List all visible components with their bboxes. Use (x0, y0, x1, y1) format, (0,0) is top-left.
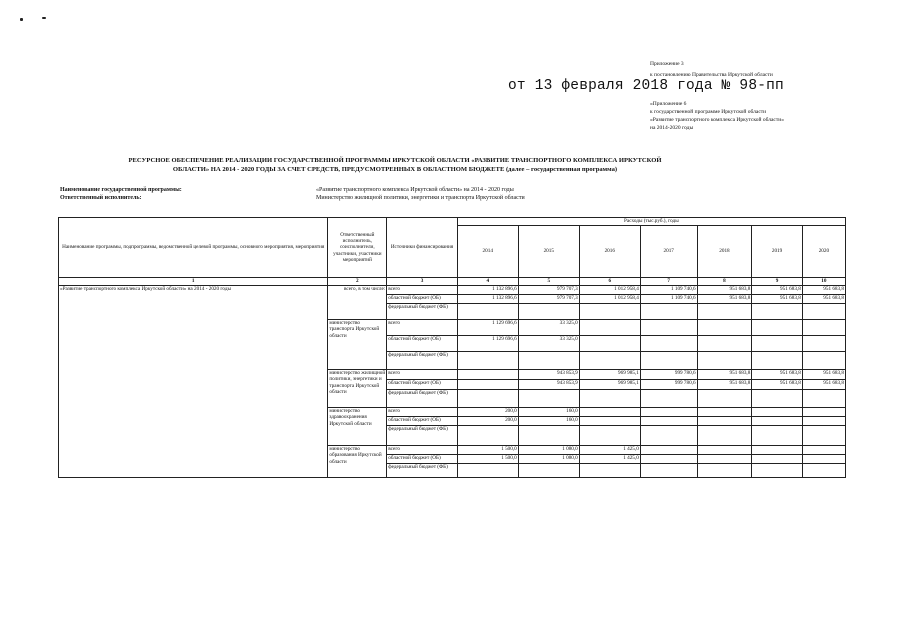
source-cell: всего (387, 370, 457, 380)
value-cell: 951 683,8 (752, 380, 803, 390)
value-cell (697, 455, 752, 464)
value-cell (640, 390, 697, 408)
value-cell (752, 417, 803, 426)
value-cell: 1 080,0 (518, 446, 579, 455)
value-cell: 1 109 740,6 (640, 286, 697, 295)
value-cell (697, 464, 752, 478)
value-cell (802, 417, 845, 426)
value-cell: 1 425,0 (579, 446, 640, 455)
value-cell: 979 707,3 (518, 295, 579, 304)
column-index: 9 (752, 278, 803, 286)
appendix-period: на 2014-2020 годы (650, 125, 694, 131)
executor-cell: министерство транспорта Иркутской области (328, 320, 387, 370)
value-cell (518, 390, 579, 408)
value-cell (457, 426, 518, 446)
executor-label: Ответственный исполнитель: (60, 195, 142, 201)
value-cell (518, 464, 579, 478)
value-cell: 1 129 696,6 (457, 320, 518, 336)
value-cell: 1 132 896,6 (457, 295, 518, 304)
value-cell: 943 853,9 (518, 370, 579, 380)
value-cell: 951 683,8 (802, 370, 845, 380)
value-cell (802, 320, 845, 336)
source-cell: областной бюджет (ОБ) (387, 380, 457, 390)
source-cell: всего (387, 446, 457, 455)
program-value: «Развитие транспортного комплекса Иркутской области» на 2014 - 2020 годы (316, 187, 514, 193)
value-cell: 951 683,8 (697, 295, 752, 304)
value-cell (697, 320, 752, 336)
column-index: 5 (518, 278, 579, 286)
value-cell (802, 464, 845, 478)
value-cell (802, 304, 845, 320)
program-name-cell: «Развитие транспортного комплекса Иркутской области» на 2014 - 2020 годы (59, 286, 328, 478)
value-cell (802, 408, 845, 417)
value-cell: 951 683,8 (802, 286, 845, 295)
value-cell: 951 683,8 (697, 286, 752, 295)
executor-cell: всего, в том числе: (328, 286, 387, 320)
value-cell: 160,0 (518, 408, 579, 417)
value-cell (640, 408, 697, 417)
value-cell: 200,0 (457, 417, 518, 426)
value-cell: 1 425,0 (579, 455, 640, 464)
document-title (70, 156, 720, 174)
scan-speck (42, 17, 46, 19)
value-cell: 951 683,8 (802, 380, 845, 390)
value-cell: 1 012 958,4 (579, 286, 640, 295)
value-cell (697, 352, 752, 370)
value-cell (697, 417, 752, 426)
appendix-number: Приложение 3 (650, 61, 684, 67)
value-cell: 951 683,8 (752, 295, 803, 304)
table-row (59, 286, 846, 295)
scan-speck (20, 18, 23, 21)
executor-cell: министерство образования Иркутской области (328, 446, 387, 478)
value-cell: 200,0 (457, 408, 518, 417)
budget-table (58, 217, 846, 478)
title-line-2: ОБЛАСТИ» НА 2014 - 2020 ГОДЫ ЗА СЧЕТ СРЕДСТВ, ПРЕДУСМОТРЕННЫХ В ОБЛАСТНОМ БЮДЖЕТЕ (далее – государственная программа) (172, 166, 618, 173)
executor-value: Министерство жилищной политики, энергетики и транспорта Иркутской области (316, 195, 525, 201)
value-cell: 969 985,1 (579, 370, 640, 380)
source-cell: всего (387, 320, 457, 336)
value-cell (518, 352, 579, 370)
value-cell (697, 408, 752, 417)
value-cell: 979 707,3 (518, 286, 579, 295)
decree-stamp: от 13 февраля 2018 года № 98-пп (508, 78, 784, 94)
value-cell (640, 352, 697, 370)
column-index: 3 (387, 278, 457, 286)
value-cell (640, 304, 697, 320)
appendix-block (650, 60, 870, 132)
value-cell (697, 446, 752, 455)
appendix-program-name: «Развитие транспортного комплекса Иркутской области» (650, 117, 784, 123)
value-cell: 1 500,0 (457, 455, 518, 464)
value-cell (802, 446, 845, 455)
value-cell: 1 109 740,6 (640, 295, 697, 304)
value-cell (518, 304, 579, 320)
source-cell: всего (387, 286, 457, 295)
value-cell (697, 304, 752, 320)
value-cell: 999 780,6 (640, 370, 697, 380)
value-cell (752, 390, 803, 408)
value-cell (640, 417, 697, 426)
value-cell (802, 455, 845, 464)
appendix-prev: «Приложение 6 (650, 101, 687, 107)
value-cell (752, 304, 803, 320)
value-cell (697, 426, 752, 446)
value-cell: 951 683,8 (697, 380, 752, 390)
value-cell: 969 985,1 (579, 380, 640, 390)
value-cell (579, 464, 640, 478)
value-cell (579, 304, 640, 320)
value-cell: 1 500,0 (457, 446, 518, 455)
column-index: 1 (59, 278, 328, 286)
value-cell (457, 352, 518, 370)
appendix-ref: к постановлению Правительства Иркутской области (650, 72, 773, 78)
value-cell (752, 408, 803, 417)
appendix-program: к государственной программе Иркутской области (650, 109, 767, 115)
value-cell: 33 325,0 (518, 336, 579, 352)
value-cell (752, 426, 803, 446)
value-cell: 160,0 (518, 417, 579, 426)
source-cell: областной бюджет (ОБ) (387, 417, 457, 426)
executor-cell: министерство жилищной политики, энергетики и транспорта Иркутской области (328, 370, 387, 408)
source-cell: всего (387, 408, 457, 417)
header-executor: Ответственный исполнитель, соисполнители, участники, участники мероприятий (328, 218, 387, 278)
value-cell: 1 012 958,4 (579, 295, 640, 304)
column-index: 7 (640, 278, 697, 286)
value-cell (579, 320, 640, 336)
column-index: 2 (328, 278, 387, 286)
value-cell (457, 370, 518, 380)
value-cell (697, 336, 752, 352)
column-index: 10 (802, 278, 845, 286)
value-cell (752, 464, 803, 478)
value-cell (579, 352, 640, 370)
header-year: 2016 (579, 226, 640, 278)
value-cell (802, 426, 845, 446)
value-cell (579, 390, 640, 408)
value-cell: 1 129 696,6 (457, 336, 518, 352)
column-index: 4 (457, 278, 518, 286)
source-cell: федеральный бюджет (ФБ) (387, 464, 457, 478)
value-cell (752, 455, 803, 464)
value-cell (802, 352, 845, 370)
value-cell: 951 683,8 (697, 370, 752, 380)
value-cell (518, 426, 579, 446)
value-cell (579, 408, 640, 417)
value-cell: 33 325,0 (518, 320, 579, 336)
header-year: 2015 (518, 226, 579, 278)
source-cell: федеральный бюджет (ФБ) (387, 390, 457, 408)
value-cell (640, 336, 697, 352)
value-cell: 951 683,8 (752, 370, 803, 380)
title-line-1: РЕСУРСНОЕ ОБЕСПЕЧЕНИЕ РЕАЛИЗАЦИИ ГОСУДАРСТВЕННОЙ ПРОГРАММЫ ИРКУТСКОЙ ОБЛАСТИ «РАЗВИТИЕ ТРАНСПОРТНОГО КОМПЛЕКСА ИРКУТСКОЙ (128, 157, 662, 164)
executor-cell: министерство здравоохранения Иркутской области (328, 408, 387, 446)
header-expenses: Расходы (тыс.руб.), годы (457, 218, 845, 226)
value-cell (752, 320, 803, 336)
header-year: 2019 (752, 226, 803, 278)
header-year: 2017 (640, 226, 697, 278)
value-cell (802, 336, 845, 352)
value-cell (752, 446, 803, 455)
value-cell (457, 390, 518, 408)
value-cell: 1 080,0 (518, 455, 579, 464)
source-cell: федеральный бюджет (ФБ) (387, 352, 457, 370)
source-cell: областной бюджет (ОБ) (387, 455, 457, 464)
value-cell (640, 320, 697, 336)
value-cell (579, 426, 640, 446)
header-source: Источники финансирования (387, 218, 457, 278)
value-cell (457, 464, 518, 478)
value-cell (579, 417, 640, 426)
value-cell (640, 464, 697, 478)
value-cell: 943 853,9 (518, 380, 579, 390)
value-cell (457, 380, 518, 390)
value-cell (640, 426, 697, 446)
header-name: Наименование программы, подпрограммы, ведомственной целевой программы, основного мероприятия, мероприятия (59, 218, 328, 278)
value-cell (752, 352, 803, 370)
value-cell (579, 336, 640, 352)
header-year: 2018 (697, 226, 752, 278)
source-cell: областной бюджет (ОБ) (387, 336, 457, 352)
value-cell (802, 390, 845, 408)
column-index: 6 (579, 278, 640, 286)
value-cell (457, 304, 518, 320)
header-year: 2014 (457, 226, 518, 278)
program-meta (60, 186, 860, 202)
value-cell: 999 780,6 (640, 380, 697, 390)
column-index: 8 (697, 278, 752, 286)
value-cell: 1 132 896,6 (457, 286, 518, 295)
value-cell (640, 455, 697, 464)
value-cell: 951 683,8 (802, 295, 845, 304)
value-cell (640, 446, 697, 455)
value-cell: 951 683,8 (752, 286, 803, 295)
source-cell: федеральный бюджет (ФБ) (387, 426, 457, 446)
header-year: 2020 (802, 226, 845, 278)
program-label: Наименование государственной программы: (60, 187, 182, 193)
source-cell: федеральный бюджет (ФБ) (387, 304, 457, 320)
source-cell: областной бюджет (ОБ) (387, 295, 457, 304)
value-cell (697, 390, 752, 408)
value-cell (752, 336, 803, 352)
